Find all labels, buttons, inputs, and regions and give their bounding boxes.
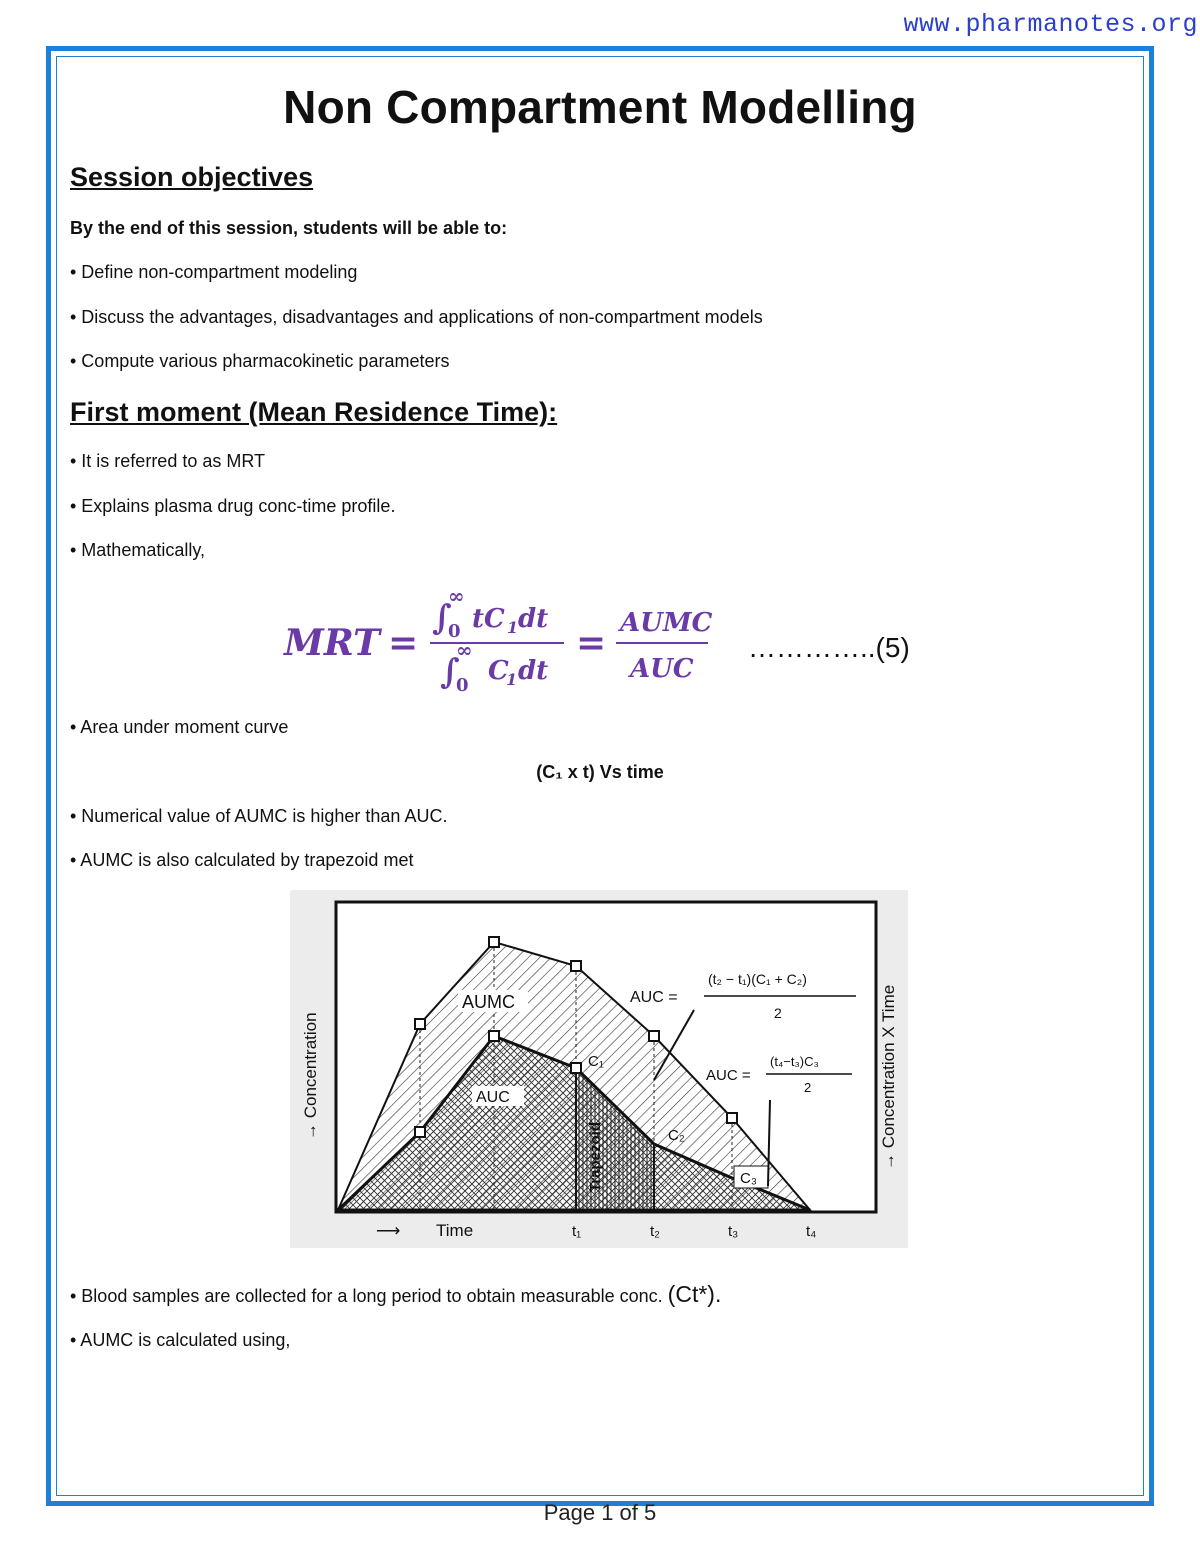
formula2-num: (t₄−t₃)C₃ (770, 1054, 819, 1069)
x-tick-3: t₃ (728, 1223, 739, 1240)
session-bullet-2: • Discuss the advantages, disadvantages and applications of non-compartment models (70, 307, 763, 327)
watermark[interactable]: www.pharmanotes.org (903, 10, 1198, 39)
x-tick-2: t₂ (650, 1223, 660, 1240)
eq-num-dt: dt (518, 604, 549, 634)
mrt-equation (284, 585, 924, 695)
eq-num-upper: ∞ (448, 584, 465, 608)
aumc-label: AUMC (462, 992, 515, 1012)
eq-tag: …………..(5) (748, 632, 910, 663)
fm-bullet-6: • AUMC is also calculated by trapezoid met (70, 850, 414, 870)
eq-den-sub: 1 (506, 670, 518, 689)
auc-point-1 (415, 1127, 425, 1137)
eq-num-sub: 1 (507, 618, 519, 637)
formula1-den: 2 (774, 1005, 782, 1021)
tail-bullet-1-text: • Blood samples are collected for a long period to obtain measurable conc. (70, 1286, 663, 1306)
x-tick-1: t₁ (572, 1223, 582, 1240)
eq-equals-1: = (388, 622, 419, 664)
aumc-point-1 (415, 1019, 425, 1029)
x-label: Time (436, 1221, 474, 1240)
auc-point-2 (489, 1031, 499, 1041)
c2-label: C₂ (668, 1127, 685, 1144)
trapezoid-label: Trapezoid (587, 1121, 604, 1192)
formula2-lhs: AUC = (706, 1067, 751, 1084)
x-arrow: ⟶ (376, 1221, 401, 1240)
eq-num-lower: 0 (448, 621, 461, 642)
eq-den-dt: dt (518, 656, 549, 686)
eq-den-lower: 0 (456, 675, 469, 696)
formula1-num: (t₂ − t₁)(C₁ + C₂) (708, 971, 807, 987)
session-bullet-3: • Compute various pharmacokinetic parameters (70, 351, 450, 371)
aumc-point-5 (727, 1113, 737, 1123)
eq-den-upper: ∞ (456, 638, 473, 662)
fm-bullet-5: • Numerical value of AUMC is higher than AUC. (70, 806, 448, 826)
eq-num-integral: ∫ (432, 598, 452, 638)
tail-bullet-2: • AUMC is calculated using, (70, 1330, 291, 1350)
aumc-point-2 (489, 937, 499, 947)
aumc-point-3 (571, 961, 581, 971)
auc-label: AUC (476, 1089, 510, 1106)
x-tick-4: t₄ (806, 1223, 817, 1240)
first-moment-heading: First moment (Mean Residence Time): (70, 397, 558, 427)
formula2-den: 2 (804, 1080, 812, 1095)
session-bullet-1: • Define non-compartment modeling (70, 262, 358, 282)
fm-bullet-4: • Area under moment curve (70, 717, 289, 737)
fm-bullet-1: • It is referred to as MRT (70, 451, 266, 471)
eq-den-integral: ∫ (440, 652, 460, 692)
session-intro: By the end of this session, students will be able to: (70, 218, 508, 238)
fm-bullet-2: • Explains plasma drug conc-time profile. (70, 496, 396, 516)
c1-label: C₁ (588, 1053, 604, 1070)
eq-den-c: C (488, 656, 509, 686)
y-left-label: → Concentration (301, 1012, 320, 1140)
eq-num-tc: tC (472, 604, 505, 634)
page-title: Non Compartment Modelling (283, 81, 917, 133)
aumc-auc-figure (290, 890, 908, 1248)
eq-equals-2: = (576, 622, 607, 664)
mrt-equation-svg (284, 585, 924, 695)
page-content (70, 80, 1130, 1350)
tail-bullet-1 (70, 1281, 721, 1308)
c3-label: C₃ (740, 1170, 757, 1187)
center-label: (C₁ x t) Vs time (536, 762, 664, 782)
eq-rhs-num: AUMC (620, 608, 713, 638)
fm-bullet-3: • Mathematically, (70, 540, 206, 560)
eq-rhs-den: AUC (630, 654, 694, 684)
ct-label: (Ct*). (667, 1281, 722, 1307)
eq-lhs: MRT (284, 622, 380, 664)
formula1-lhs: AUC = (630, 989, 678, 1006)
page-footer: Page 1 of 5 (543, 1500, 657, 1525)
aumc-point-4 (649, 1031, 659, 1041)
session-heading: Session objectives (70, 162, 314, 192)
figure-svg (290, 890, 908, 1248)
y-right-label: → Concentration X Time (879, 984, 898, 1170)
auc-point-3 (571, 1063, 581, 1073)
